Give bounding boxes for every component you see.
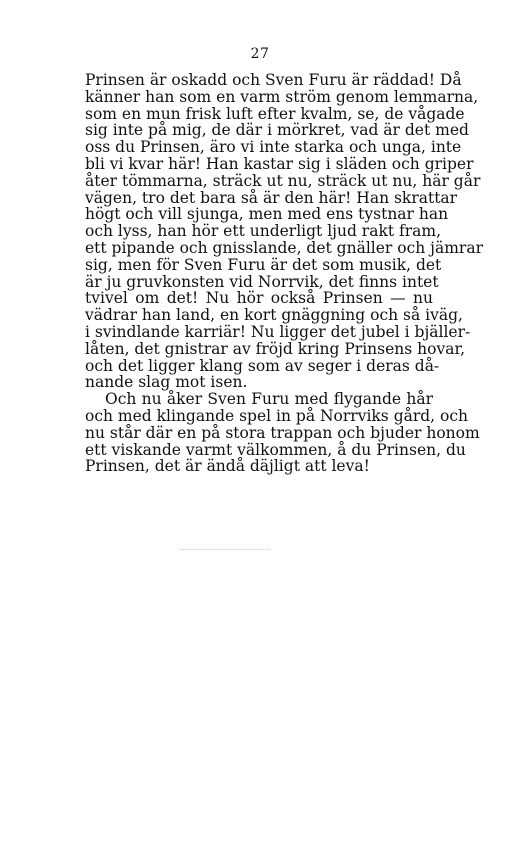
text-line: låten, det gnistrar av fröjd kring Prinsens hovar, bbox=[85, 339, 466, 358]
text-line: ett pipande och gnisslande, det gnäller och jämrar bbox=[85, 238, 483, 257]
text-line: i svindlande karriär! Nu ligger det jubel i bjäller- bbox=[85, 322, 471, 341]
decorative-dotted-rule bbox=[180, 549, 270, 552]
text-line: bli vi kvar här! Han kastar sig i släden och griper bbox=[85, 154, 474, 173]
text-line: är ju gruvkonsten vid Norrvik, det finns intet bbox=[85, 272, 439, 291]
text-line: ett viskande varmt välkommen, å du Prinsen, du bbox=[85, 440, 466, 459]
text-line: Prinsen är oskadd och Sven Furu är räddad! Då bbox=[85, 71, 462, 89]
text-line: som en mun frisk luft efter kvalm, se, de vågade bbox=[85, 104, 465, 123]
text-line: och med klingande spel in på Norrviks gård, och bbox=[85, 406, 469, 425]
text-line: Prinsen, det är ändå däjligt att leva! bbox=[85, 457, 370, 476]
text-line: oss du Prinsen, äro vi inte starka och unga, inte bbox=[85, 138, 462, 157]
text-line: vädrar han land, en kort gnäggning och så iväg, bbox=[85, 306, 463, 325]
text-line: sig, men för Sven Furu är det som musik, det bbox=[85, 255, 442, 274]
text-line: nande slag mot isen. bbox=[85, 373, 248, 392]
text-line: och lyss, han hör ett underligt ljud rakt fram, bbox=[85, 222, 442, 241]
body-text bbox=[85, 71, 483, 476]
text-line: åter tömmarna, sträck ut nu, sträck ut nu, här går bbox=[85, 171, 481, 190]
text-line: nu står där en på stora trappan och bjuder honom bbox=[85, 423, 480, 442]
text-line: tvivel om det! Nu hör också Prinsen — nu bbox=[85, 289, 433, 308]
text-line: högt och vill sjunga, men med ens tystnar han bbox=[85, 205, 449, 224]
text-line: vägen, tro det bara så är den här! Han skrattar bbox=[85, 188, 458, 207]
text-line: Och nu åker Sven Furu med flygande hår bbox=[105, 390, 433, 409]
text-line: sig inte på mig, de där i mörkret, vad är det med bbox=[85, 121, 469, 140]
page-number: 27 bbox=[250, 46, 270, 62]
text-line: och det ligger klang som av seger i deras då- bbox=[85, 356, 440, 375]
text-line: känner han som en varm ström genom lemmarna, bbox=[85, 87, 479, 106]
